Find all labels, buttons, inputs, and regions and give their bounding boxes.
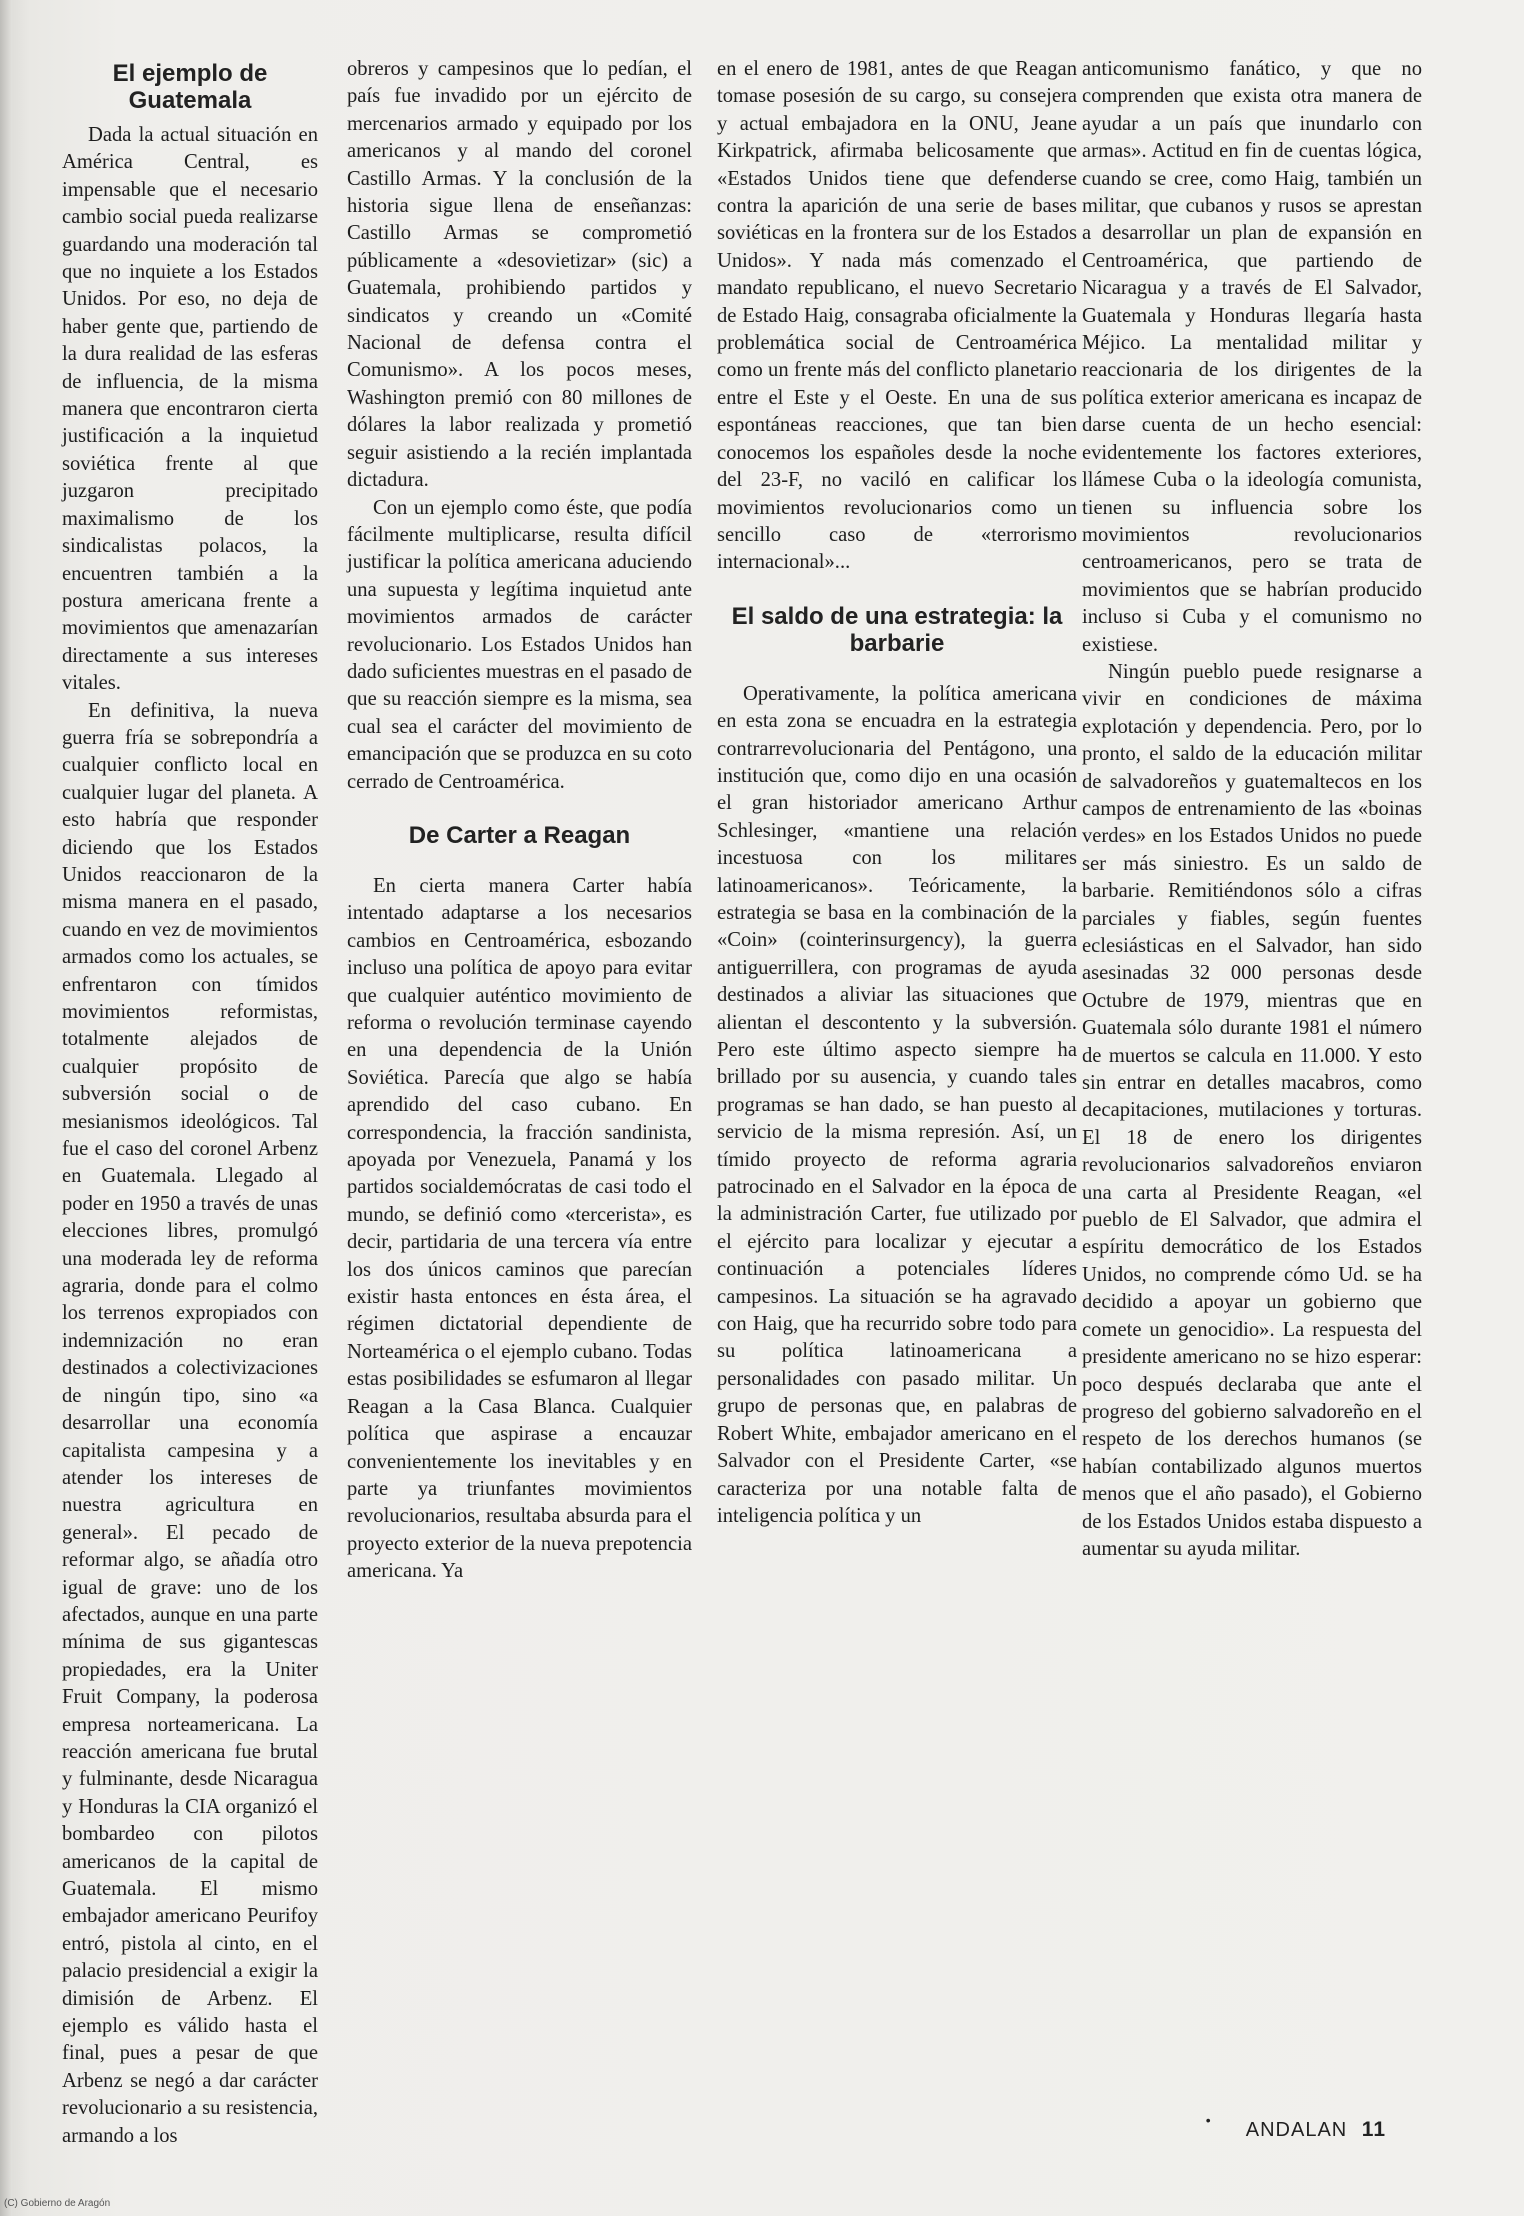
- paragraph: En cierta manera Carter había intentado adaptarse a los necesarios cambios en Centroamérica, esbozando incluso una política de apoyo para evitar que cualquier auténtico movimiento de reforma o revolución terminase cayendo en una dependencia de la Unión Soviética. Parecía que algo se había aprendido del caso cubano. En correspondencia, la fracción sandinista, apoyada por Venezuela, Panamá y los partidos socialdemócratas de casi todo el mundo, se definió como «tercerista», es decir, partidaria de una tercera vía entre los dos únicos caminos que parecían existir hasta entonces en ésta área, el régimen dictatorial dependiente de Norteamérica o el ejemplo cubano. Todas estas posibilidades se esfumaron al llegar Reagan a la Casa Blanca. Cualquier política que aspirase a encauzar convenientemente los inevitables y en parte ya triunfantes movimientos revolucionarios, resultaba absurda para el proyecto exterior de la nueva prepotencia americana. Ya: [347, 874, 692, 1583]
- section-heading-barbarie: El saldo de una estrategia: la barbarie: [731, 602, 1063, 657]
- bullet-dot: •: [1205, 2112, 1212, 2128]
- archive-credit: (C) Gobierno de Aragón: [4, 2198, 111, 2209]
- paragraph: En definitiva, la nueva guerra fría se sobrepondría a cualquier conflicto local en cualquier lugar del planeta. A esto habría que responder diciendo que los Estados Unidos reaccionaron de la misma manera en el pasado, cuando en vez de movimientos armados como los actuales, se enfrentaron con tímidos movimientos reformistas, totalmente alejados de cualquier propósito de subversión social o de mesianismos ideológicos. Tal fue el caso del coronel Arbenz en Guatemala. Llegado al poder en 1950 a través de unas elecciones libres, promulgó una moderada ley de reforma agraria, donde para el colmo los terrenos expropiados con indemnización no eran destinados a colectivizaciones de ningún tipo, sino «a desarrollar una economía capitalista campesina y a atender los intereses de nuestra agricultura en general». El pecado de reformar algo, se añadía otro igual de grave: uno de los afectados, aunque en una parte mínima de sus gigantescas propiedades, era la Uniter Fruit Company, la poderosa empresa norteamericana. La reacción americana fue brutal y fulminante, desde Nicaragua y Honduras la CIA organizó el bombardeo con pilotos americanos de la capital de Guatemala. El mismo embajador americano Peurifoy entró, pistola al cinto, en el palacio presidencial a exigir la dimisión de Arbenz. El ejemplo es válido hasta el final, pues a pesar de que Arbenz se negó a dar carácter revolucionario a su resistencia, armando a los: [62, 699, 318, 2147]
- section-heading-carter-reagan: De Carter a Reagan: [408, 821, 631, 849]
- column-2: [347, 56, 692, 2086]
- paragraph: Operativamente, la política americana en esta zona se encuadra en la estrategia contrarrevolucionaria del Pentágono, una institución que, como dijo en una ocasión el gran historiador americano Arthur Schlesinger, «mantiene una relación incestuosa con los militares latinoamericanos». Teóricamente, la estrategia se basa en la combinación de la «Coin» (cointerinsurgency), la guerra antiguerrillera, con programas de ayuda destinados a aliviar las situaciones que alientan el descontento y la subversión. Pero este último aspecto siempre ha brillado por su ausencia, y cuando tales programas se han dado, se han puesto al servicio de la misma represión. Así, un tímido proyecto de reforma agraria patrocinado en el Salvador en la época de la administración Carter, fue utilizado por el ejército para localizar y ejecutar a continuación a potenciales líderes campesinos. La situación se ha agravado con Haig, que ha recurrido sobre todo para su política latinoamericana a personalidades con pasado militar. Un grupo de personas que, en palabras de Robert White, embajador americano en el Salvador con el Presidente Carter, «se caracteriza por una notable falta de inteligencia política y un: [717, 682, 1077, 1527]
- paragraph: en el enero de 1981, antes de que Reagan tomase posesión de su cargo, su consejera y actual embajadora en la ONU, Jeane Kirkpatrick, afirmaba belicosamente que «Estados Unidos tiene que defenderse contra la aparición de una serie de bases soviéticas en la frontera sur de los Estados Unidos». Y nada más comenzado el mandato republicano, el nuevo Secretario de Estado Haig, consagraba oficialmente la problemática social de Centroamérica como un frente más del conflicto planetario entre el Este y el Oeste. En una de sus espontáneas reacciones, que tan bien conocemos los españoles desde la noche del 23-F, no vaciló en calificar los movimientos revolucionarios como un sencillo caso de «terrorismo internacional»...: [717, 58, 1077, 574]
- paragraph: anticomunismo fanático, y que no comprenden que exista otra manera de ayudar a un país que inundarlo con armas». Actitud en fin de cuentas lógica, cuando se cree, como Haig, también un militar, que cubanos y rusos se aprestan a desarrollar un plan de expansión en Centroamérica, que partiendo de Nicaragua y a través de El Salvador, Guatemala y Honduras llegaría hasta Méjico. La mentalidad militar y reaccionaria de los dirigentes de la política exterior americana es incapaz de darse cuenta de un hecho esencial: evidentemente los factores exteriores, llámese Cuba o la ideología comunista, tienen su influencia sobre los movimientos revolucionarios centroamericanos, pero se trata de movimientos que se habrían producido incluso si Cuba y el comunismo no existiese.: [1082, 58, 1422, 656]
- paragraph: Ningún pueblo puede resignarse a vivir en condiciones de máxima explotación y dependencia. Pero, por lo pronto, el saldo de la educación militar de salvadoreños y guatemaltecos en los campos de entrenamiento de las «boinas verdes» en los Estados Unidos no puede ser más siniestro. Es un saldo de barbarie. Remitiéndonos sólo a cifras parciales y fiables, según fuentes eclesiásticas en el Salvador, han sido asesinadas 32 000 personas desde Octubre de 1979, mientras que en Guatemala sólo durante 1981 el número de muertos se calcula en 11.000. Y esto sin entrar en detalles macabros, como decapitaciones, mutilaciones y torturas. El 18 de enero los dirigentes revolucionarios salvadoreños enviaron una carta al Presidente Reagan, «el pueblo de El Salvador, que admira el espíritu democrático de los Estados Unidos, no comprende cómo Ud. se ha decidido a apoyar un gobierno que comete un genocidio». La respuesta del presidente americano no se hizo esperar: poco después declaraba que ante el progreso del gobierno salvadoreño en el respeto de los derechos humanos (se habían contabilizado algunos muertos menos que el año pasado), el Gobierno de los Estados Unidos estaba dispuesto a aumentar su ayuda militar.: [1082, 660, 1422, 1560]
- paragraph: Con un ejemplo como éste, que podía fácilmente multiplicarse, resulta difícil justificar la política americana aduciendo una supuesta y legítima inquietud ante movimientos armados de carácter revolucionario. Los Estados Unidos han dado suficientes muestras en el pasado de que su reacción siempre es la misma, sea cual sea el carácter del movimiento de emancipación que se produzca en su coto cerrado de Centroamérica.: [347, 496, 692, 793]
- page-footer: [1205, 2112, 1386, 2142]
- column-3: [717, 56, 1077, 2086]
- paragraph: obreros y campesinos que lo pedían, el país fue invadido por un ejército de mercenarios armado y equipado por los americanos y al mando del coronel Castillo Armas. Y la conclusión de la historia sigue llena de enseñanzas: Castillo Armas se comprometió públicamente a «desovietizar» (sic) a Guatemala, prohibiendo partidos y sindicatos y creando un «Comité Nacional de defensa contra el Comunismo». A los pocos meses, Washington premió con 80 millones de dólares la labor realizada y prometió seguir asistiendo a la recién implantada dictadura.: [347, 58, 692, 492]
- page-edge-shadow: [0, 0, 12, 2216]
- paragraph: Dada la actual situación en América Central, es impensable que el necesario cambio social pueda realizarse guardando una moderación tal que no inquiete a los Estados Unidos. Por eso, no deja de haber gente que, partiendo de la dura realidad de las esferas de influencia, de la misma manera que encontraron cierta justificación a la inquietud soviética frente al que juzgaron precipitado maximalismo de los sindicalistas polacos, la encuentren también a la postura americana frente a movimientos que amenazarían directamente a sus intereses vitales.: [62, 124, 318, 695]
- section-heading-guatemala: El ejemplo de Guatemala: [112, 60, 268, 114]
- magazine-name: ANDALAN: [1245, 2119, 1348, 2141]
- page-number: 11: [1361, 2118, 1386, 2141]
- column-1: [62, 56, 318, 2147]
- column-4: [1082, 56, 1422, 2086]
